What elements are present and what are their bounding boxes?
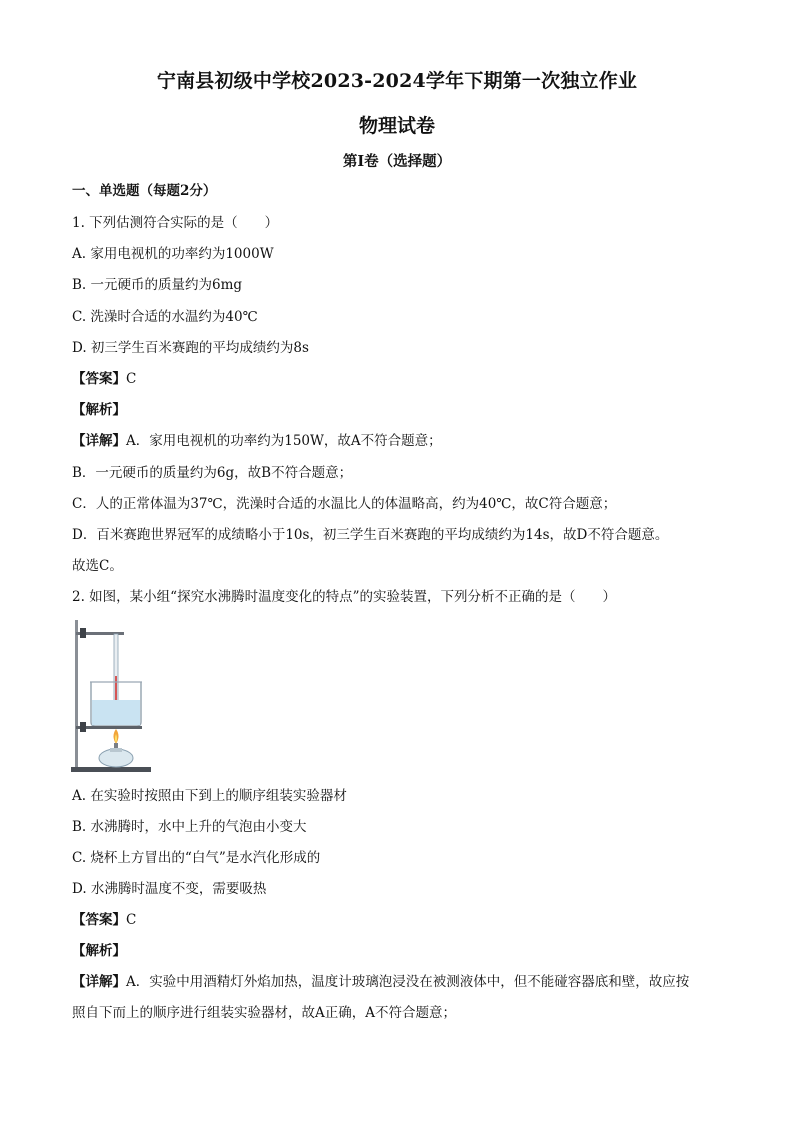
q1-answer-value: C	[126, 371, 137, 387]
part-title: 第I卷（选择题）	[342, 153, 452, 170]
q2-detail-a: A．实验中用酒精灯外焰加热，温度计玻璃泡浸没在被测液体中，但不能碰容器底和壁，故应按	[126, 974, 690, 990]
q1-detail-a: A．家用电视机的功率约为150W，故A不符合题意；	[126, 433, 442, 449]
q2-answer	[72, 911, 732, 929]
q1-option-c: C. 洗澡时合适的水温约为40℃	[72, 309, 258, 325]
q2-detail-label: 【详解】	[72, 974, 126, 990]
q1-detail-b: B．一元硬币的质量约为6g，故B不符合题意；	[72, 465, 353, 481]
q1-answer-label: 【答案】	[72, 371, 126, 387]
q2-option-c: C. 烧杯上方冒出的“白气”是水汽化形成的	[72, 850, 321, 866]
q1-detail-label: 【详解】	[72, 433, 126, 449]
stand-rod	[75, 620, 78, 770]
exam-title: 宁南县初级中学校2023-2024学年下期第一次独立作业	[156, 70, 638, 92]
q2-detail-a-cont: 照自下而上的顺序进行组装实验器材，故A正确，A不符合题意；	[72, 1005, 456, 1021]
section-title: 一、单选题（每题2分）	[72, 183, 217, 199]
stand-base	[71, 767, 151, 772]
q1-answer	[72, 370, 732, 388]
subject-title: 物理试卷	[358, 115, 435, 137]
q2-detail-1	[72, 973, 732, 991]
q2-answer-label: 【答案】	[72, 912, 126, 928]
q1-conclusion: 故选C。	[72, 558, 123, 574]
q1-stem: 1. 下列估测符合实际的是（ ）	[72, 215, 279, 231]
q1-option-b: B. 一元硬币的质量约为6mg	[72, 277, 243, 293]
q2-stem: 2. 如图，某小组“探究水沸腾时温度变化的特点”的实验装置，下列分析不正确的是（ ）	[72, 589, 616, 605]
q1-analysis-label: 【解析】	[72, 402, 126, 418]
q2-option-a: A. 在实验时按照由下到上的顺序组装实验器材	[72, 788, 347, 804]
boiling-apparatus-figure	[70, 616, 152, 774]
clamp-knob	[80, 628, 86, 638]
q2-answer-value: C	[126, 912, 137, 928]
q1-detail-c: C．人的正常体温为37℃，洗澡时合适的水温比人的体温略高，约为40℃，故C符合题意；	[72, 496, 617, 512]
q2-option-d: D. 水沸腾时温度不变，需要吸热	[72, 881, 267, 897]
beaker-water	[92, 700, 140, 725]
q2-option-b: B. 水沸腾时，水中上升的气泡由小变大	[72, 819, 307, 835]
q1-detail-d: D．百米赛跑世界冠军的成绩略小于10s，初三学生百米赛跑的平均成绩约为14s，故D不符合题意。	[72, 527, 669, 543]
q2-analysis-label: 【解析】	[72, 943, 126, 959]
ring-clamp	[80, 722, 86, 732]
q1-option-d: D. 初三学生百米赛跑的平均成绩约为8s	[72, 340, 309, 356]
q1-option-a: A. 家用电视机的功率约为1000W	[72, 246, 274, 262]
q1-detail-1	[72, 432, 732, 450]
